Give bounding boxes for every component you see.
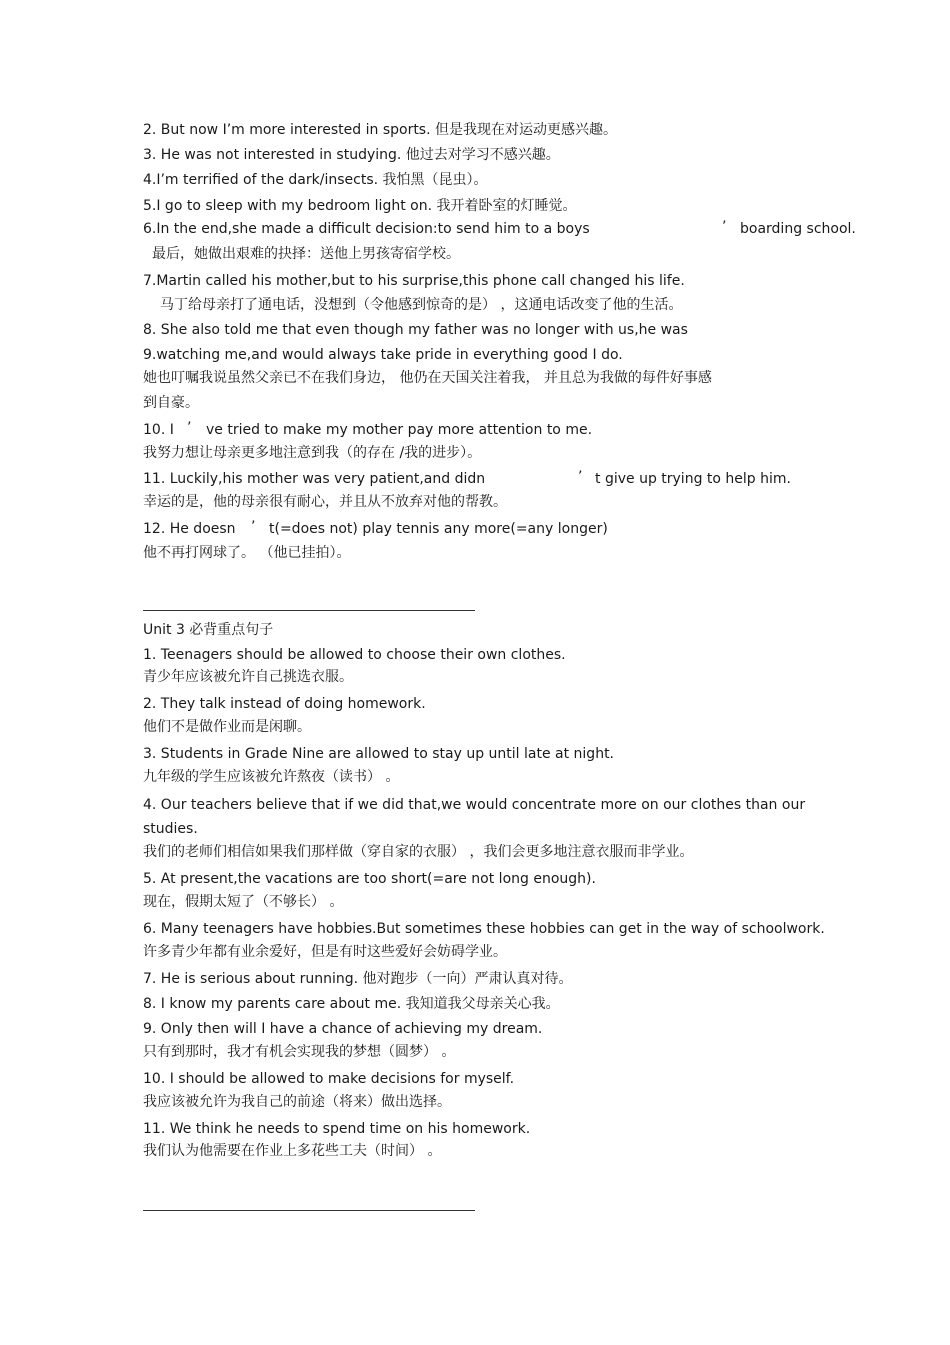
unit3-sentence-1: 1. Teenagers should be allowed to choose their own clothes.	[143, 647, 566, 663]
sentence-4: 4.I’m terrified of the dark/insects. 我怕黑（昆虫）。	[143, 172, 488, 188]
unit3-sentence-8: 8. I know my parents care about me. 我知道我父母亲关心我。	[143, 996, 560, 1012]
unit3-sentence-3-translation: 九年级的学生应该被允许熬夜（读书） 。	[143, 769, 400, 785]
sentence-10-part-b: ve tried to make my mother pay more attention to me.	[206, 422, 593, 438]
section-divider	[143, 610, 475, 611]
sentence-9: 9.watching me,and would always take pride in everything good I do.	[143, 347, 623, 363]
sentence-12-part-a: 12. He doesn	[143, 521, 236, 537]
sentence-2: 2. But now I’m more interested in sports. 但是我现在对运动更感兴趣。	[143, 122, 618, 138]
sentence-6-part-a: 6.In the end,she made a difficult decision:to send him to a boys	[143, 221, 590, 237]
unit3-sentence-5-translation: 现在，假期太短了（不够长） 。	[143, 894, 344, 910]
sentence-11-translation: 幸运的是，他的母亲很有耐心，并且从不放弃对他的帮教。	[143, 494, 507, 510]
sentence-10-part-a: 10. I	[143, 422, 174, 438]
unit3-sentence-9-translation: 只有到那时，我才有机会实现我的梦想（圆梦） 。	[143, 1044, 456, 1060]
sentence-9-translation-a: 她也叮嘱我说虽然父亲已不在我们身边， 他仍在天国关注着我， 并且总为我做的每件好事感	[143, 370, 712, 386]
unit3-sentence-7: 7. He is serious about running. 他对跑步（一向）严肃认真对待。	[143, 971, 573, 987]
sentence-11-apostrophe: ’	[578, 469, 583, 485]
unit3-sentence-6-translation: 许多青少年都有业余爱好，但是有时这些爱好会妨碍学业。	[143, 944, 507, 960]
unit3-sentence-4-part-a: 4. Our teachers believe that if we did that,we would concentrate more on our clothes than our	[143, 797, 806, 813]
sentence-7-translation: 马丁给母亲打了通电话，没想到（令他感到惊奇的是） ，这通电话改变了他的生活。	[160, 297, 683, 313]
sentence-6-translation: 最后，她做出艰难的抉择：送他上男孩寄宿学校。	[152, 246, 460, 262]
unit3-sentence-5: 5. At present,the vacations are too short(=are not long enough).	[143, 871, 596, 887]
sentence-6-part-b: boarding school.	[740, 221, 856, 237]
sentence-12-translation: 他不再打网球了。 （他已挂拍）。	[143, 545, 351, 561]
sentence-11-part-a: 11. Luckily,his mother was very patient,and didn	[143, 471, 486, 487]
sentence-6-apostrophe: ’	[722, 219, 727, 235]
unit3-sentence-4-part-b: studies.	[143, 821, 198, 837]
sentence-8: 8. She also told me that even though my father was no longer with us,he was	[143, 322, 688, 338]
unit3-sentence-4-translation: 我们的老师们相信如果我们那样做（穿自家的衣服） ，我们会更多地注意衣服而非学业。	[143, 844, 694, 860]
unit3-sentence-2: 2. They talk instead of doing homework.	[143, 696, 426, 712]
unit3-sentence-6: 6. Many teenagers have hobbies.But sometimes these hobbies can get in the way of schoolwork.	[143, 921, 825, 937]
sentence-12-part-b: t(=does not) play tennis any more(=any longer)	[269, 521, 608, 537]
unit3-sentence-2-translation: 他们不是做作业而是闲聊。	[143, 719, 311, 735]
unit3-sentence-11: 11. We think he needs to spend time on his homework.	[143, 1121, 531, 1137]
unit3-sentence-10-translation: 我应该被允许为我自己的前途（将来）做出选择。	[143, 1094, 451, 1110]
unit3-sentence-11-translation: 我们认为他需要在作业上多花些工夫（时间） 。	[143, 1143, 442, 1159]
unit3-sentence-3: 3. Students in Grade Nine are allowed to stay up until late at night.	[143, 746, 615, 762]
unit3-sentence-1-translation: 青少年应该被允许自己挑选衣服。	[143, 669, 353, 685]
sentence-10-apostrophe: ’	[187, 420, 192, 436]
unit3-sentence-10: 10. I should be allowed to make decisions for myself.	[143, 1071, 515, 1087]
section-divider-bottom	[143, 1210, 475, 1211]
sentence-5: 5.I go to sleep with my bedroom light on. 我开着卧室的灯睡觉。	[143, 198, 577, 214]
sentence-11-part-b: t give up trying to help him.	[595, 471, 791, 487]
sentence-10-translation: 我努力想让母亲更多地注意到我（的存在 /我的进步）。	[143, 445, 482, 461]
sentence-12-apostrophe: ’	[251, 519, 256, 535]
sentence-7: 7.Martin called his mother,but to his surprise,this phone call changed his life.	[143, 273, 685, 289]
sentence-3: 3. He was not interested in studying. 他过去对学习不感兴趣。	[143, 147, 560, 163]
unit3-heading: Unit 3 必背重点句子	[143, 622, 274, 638]
unit3-sentence-9: 9. Only then will I have a chance of achieving my dream.	[143, 1021, 543, 1037]
sentence-9-translation-b: 到自豪。	[143, 395, 199, 411]
